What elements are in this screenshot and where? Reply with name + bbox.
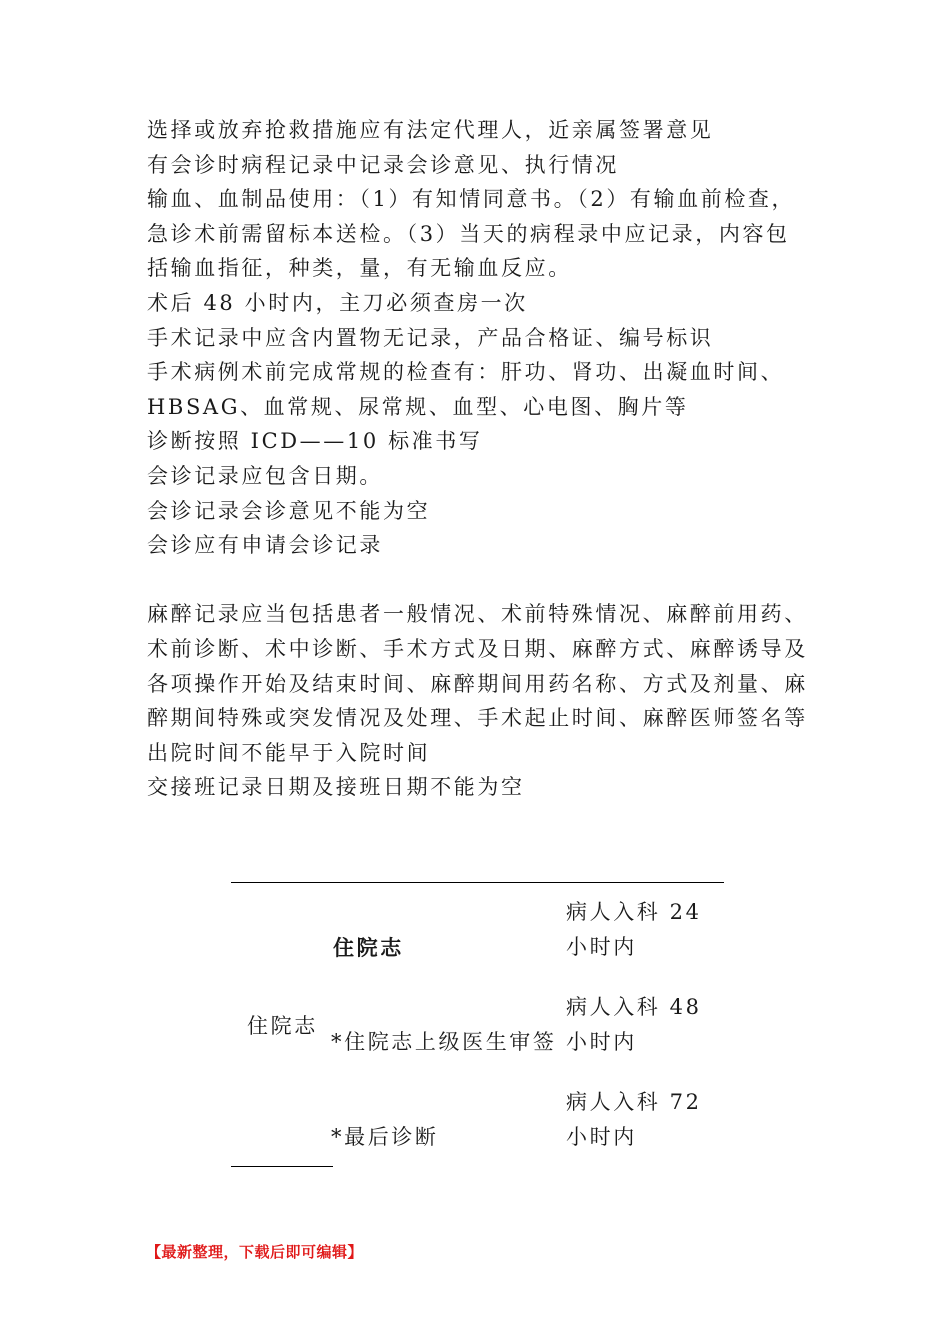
text-line: 麻醉记录应当包括患者一般情况、术前特殊情况、麻醉前用药、 [147, 602, 808, 627]
text-line: 手术记录中应含内置物无记录，产品合格证、编号标识 [147, 325, 714, 350]
record-timing-table [231, 882, 724, 1167]
text-line: 术后 48 小时内，主刀必须查房一次 [147, 290, 528, 315]
table-item-admission-record: 住院志 [333, 935, 404, 960]
text-line: 诊断按照 ICD——10 标准书写 [147, 429, 483, 454]
text-line: 术前诊断、术中诊断、手术方式及日期、麻醉方式、麻醉诱导及 [147, 636, 808, 661]
text-line: 会诊应有申请会诊记录 [147, 533, 383, 558]
table-time-48h: 病人入科 48 小时内 [566, 995, 702, 1054]
text-line: 有会诊时病程记录中记录会诊意见、执行情况 [147, 152, 619, 177]
text-line: 会诊记录应包含日期。 [147, 463, 383, 488]
table-group-label: 住院志 [247, 1014, 318, 1038]
table-time-24h: 病人入科 24 小时内 [566, 900, 702, 959]
text-line: 交接班记录日期及接班日期不能为空 [147, 775, 525, 800]
text-line: 醉期间特殊或突发情况及处理、手术起止时间、麻醉医师签名等 [147, 706, 808, 731]
text-line: 急诊术前需留标本送检。（3）当天的病程录中应记录，内容包 [147, 221, 790, 246]
text-line: 选择或放弃抢救措施应有法定代理人，近亲属签署意见 [147, 118, 714, 142]
table-top-rule [231, 882, 724, 883]
text-line: 括输血指征，种类，量，有无输血反应。 [147, 256, 572, 281]
text-line: 输血、血制品使用：（1）有知情同意书。（2）有输血前检查， [147, 187, 796, 212]
table-bottom-rule [231, 1166, 333, 1167]
text-line: 各项操作开始及结束时间、麻醉期间用药名称、方式及剂量、麻 [147, 671, 808, 696]
text-line: 出院时间不能早于入院时间 [147, 740, 431, 765]
table-item-senior-review: *住院志上级医生审签 [331, 1030, 557, 1054]
table-item-final-diagnosis: *最后诊断 [331, 1125, 439, 1149]
footer-edit-note: 【最新整理，下载后即可编辑】 [146, 1243, 364, 1261]
text-line: HBSAG、血常规、尿常规、血型、心电图、胸片等 [147, 394, 689, 419]
text-line: 会诊记录会诊意见不能为空 [147, 498, 431, 523]
text-line: 手术病例术前完成常规的检查有：肝功、肾功、出凝血时间、 [147, 360, 785, 385]
document-body [147, 113, 812, 805]
table-time-72h: 病人入科 72 小时内 [566, 1090, 702, 1149]
paragraph-gap [147, 563, 812, 598]
